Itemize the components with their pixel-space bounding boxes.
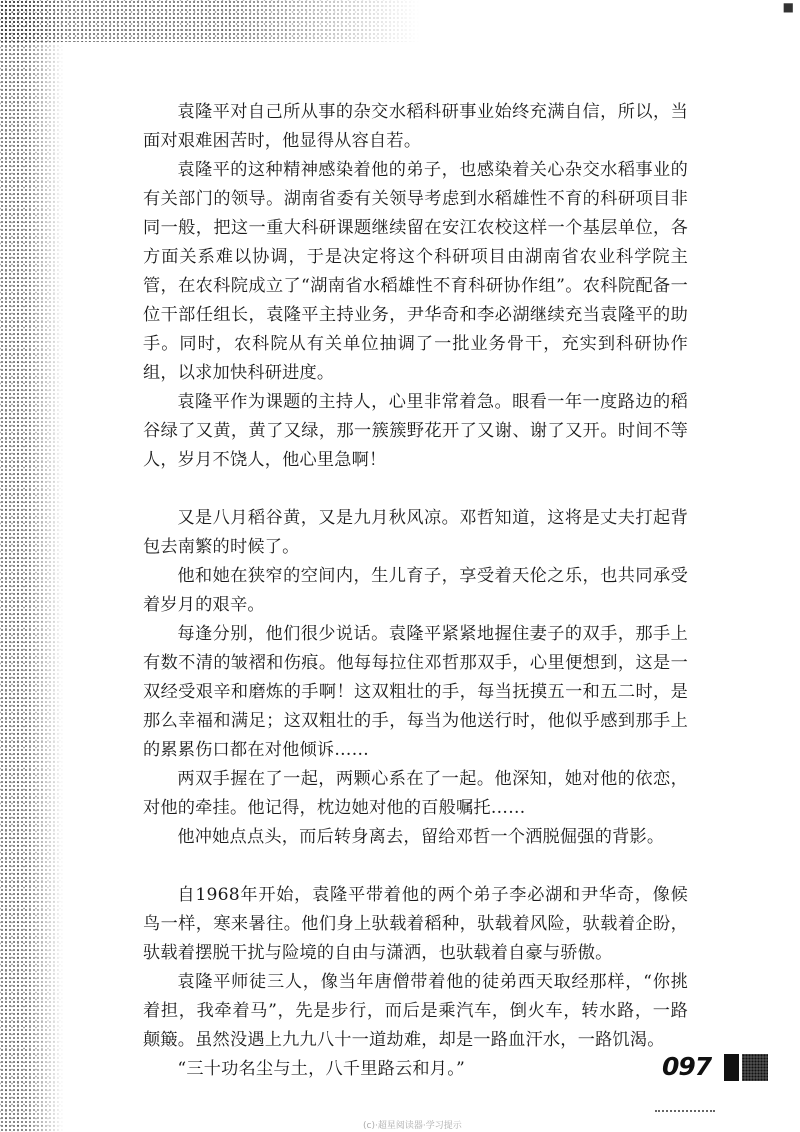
page-number: 097	[662, 1052, 712, 1081]
footer-dots	[655, 1110, 715, 1114]
paragraph-7: 两双手握在了一起，两颗心系在了一起。他深知，她对他的依恋，对他的牵挂。他记得，枕边她对他的百般嘱托……	[143, 769, 688, 818]
scan-noise-left	[0, 0, 64, 1132]
page-number-shade	[742, 1054, 768, 1081]
page-number-block	[724, 1054, 739, 1081]
paragraph-4: 又是八月稻谷黄，又是九月秋风凉。邓哲知道，这将是丈夫打起背包去南繁的时候了。	[143, 508, 688, 557]
section-break	[143, 475, 688, 504]
paragraph-8: 他冲她点点头，而后转身离去，留给邓哲一个洒脱倔强的背影。	[177, 827, 665, 847]
footer-text: (c)·超星阅读器·学习提示	[363, 1121, 462, 1131]
section-break	[143, 852, 688, 881]
paragraph-3: 袁隆平作为课题的主持人，心里非常着急。眼看一年一度路边的稻谷绿了又黄，黄了又绿，那一簇簇野花开了又谢、谢了又开。时间不等人，岁月不饶人，他心里急啊！	[143, 392, 688, 470]
corner-mark: ■	[782, 0, 794, 14]
body-text	[143, 98, 688, 1084]
paragraph-2: 袁隆平的这种精神感染着他的弟子，也感染着关心杂交水稻事业的有关部门的领导。湖南省委有关领导考虑到水稻雄性不育的科研项目非同一般，把这一重大科研课题继续留在安江农校这样一个基层单位，各方面关系难以协调，于是决定将这个科研项目由湖南省农业科学院主管，在农科院成立了“湖南省水稻雄性不育科研协作组”。农科院配备一位干部任组长，袁隆平主持业务，尹华奇和李必湖继续充当袁隆平的助手。同时，农科院从有关单位抽调了一批业务骨干，充实到科研协作组，以求加快科研进度。	[143, 160, 688, 383]
paragraph-9: 自1968年开始，袁隆平带着他的两个弟子李必湖和尹华奇，像候鸟一样，寒来暑往。他们身上驮载着稻种，驮载着风险，驮载着企盼，驮载着摆脱干扰与险境的自由与潇洒，也驮载着自豪与骄傲。	[143, 885, 688, 963]
paragraph-6: 每逢分别，他们很少说话。袁隆平紧紧地握住妻子的双手，那手上有数不清的皱褶和伤痕。他每每拉住邓哲那双手，心里便想到，这是一双经受艰辛和磨炼的手啊！这双粗壮的手，每当抚摸五一和五二时，是那么幸福和满足；这双粗壮的手，每当为他送行时，他似乎感到那手上的累累伤口都在对他倾诉……	[143, 624, 688, 760]
paragraph-10: 袁隆平师徒三人，像当年唐僧带着他的徒弟西天取经那样，“你挑着担，我牵着马”，先是步行，而后是乘汽车，倒火车，转水路，一路颠簸。虽然没遇上九九八十一道劫难，却是一路血汗水，一路饥渴。	[143, 972, 688, 1050]
paragraph-11: “三十功名尘与土，八千里路云和月。”	[177, 1059, 465, 1079]
paragraph-5: 他和她在狭窄的空间内，生儿育子，享受着天伦之乐，也共同承受着岁月的艰辛。	[143, 566, 688, 615]
paragraph-1: 袁隆平对自己所从事的杂交水稻科研事业始终充满自信，所以，当面对艰难困苦时，他显得从容自若。	[143, 102, 688, 151]
